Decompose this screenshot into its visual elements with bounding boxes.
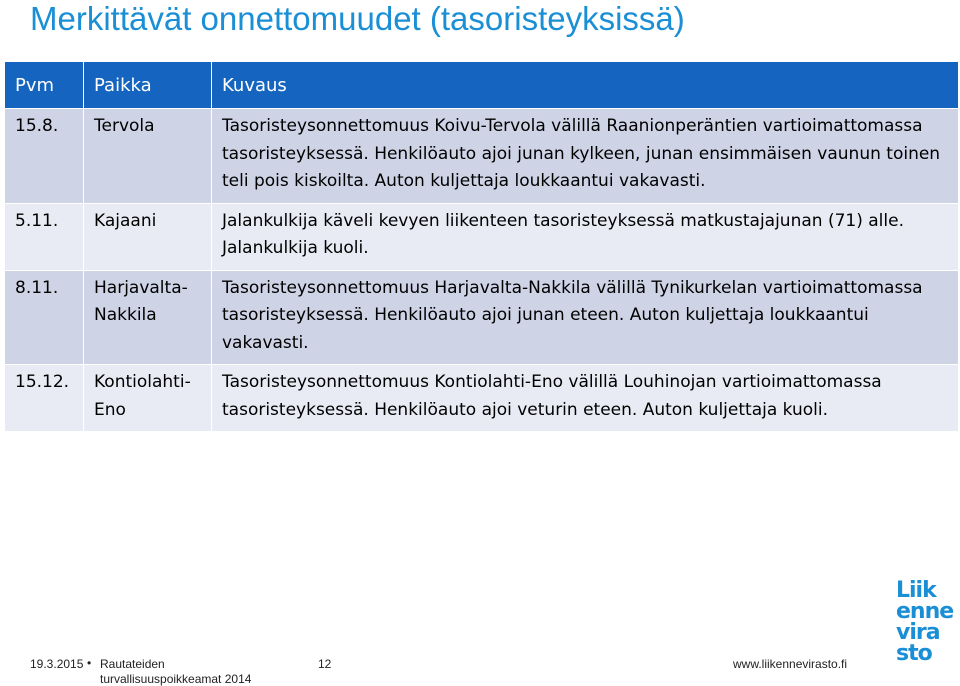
column-header-place: Paikka — [84, 62, 212, 109]
footer-event-subtitle: turvallisuuspoikkeamat 2014 — [100, 672, 252, 686]
table-row — [5, 203, 959, 270]
footer-date: 19.3.2015 — [30, 657, 84, 671]
cell-place: Harjavalta-Nakkila — [84, 270, 212, 365]
cell-place: Kajaani — [84, 203, 212, 270]
column-header-description: Kuvaus — [212, 62, 959, 109]
table-row — [5, 109, 959, 204]
column-header-date: Pvm — [5, 62, 84, 109]
cell-place: Kontiolahti-Eno — [84, 365, 212, 432]
cell-date: 8.11. — [5, 270, 84, 365]
logo-line: enne — [896, 599, 954, 624]
accidents-table — [4, 61, 959, 432]
logo-line: Liik — [896, 578, 936, 603]
logo-line: sto — [896, 641, 932, 666]
cell-description: Tasoristeysonnettomuus Kontiolahti-Eno välillä Louhinojan vartioimattomassa tasoristeyksessä. Henkilöauto ajoi veturin eteen. Auton kuljettaja kuoli. — [212, 365, 959, 432]
cell-date: 15.8. — [5, 109, 84, 204]
cell-description: Tasoristeysonnettomuus Koivu-Tervola välillä Raanionperäntien vartioimattomassa tasoristeyksessä. Henkilöauto ajoi junan kylkeen, junan ensimmäisen vaunun toinen teli pois kiskoilta. Auton kuljettaja loukkaantui vakavasti. — [212, 109, 959, 204]
liikennevirasto-logo — [896, 580, 954, 664]
logo-line: vira — [896, 620, 940, 645]
table-row — [5, 365, 959, 432]
cell-date: 5.11. — [5, 203, 84, 270]
footer-event-title: Rautateiden — [100, 657, 165, 671]
page-number: 12 — [318, 657, 332, 671]
table-row — [5, 270, 959, 365]
footer-bullet: • — [87, 656, 92, 670]
cell-description: Tasoristeysonnettomuus Harjavalta-Nakkila välillä Tynikurkelan vartioimattomassa tasoristeyksessä. Henkilöauto ajoi junan eteen. Auton kuljettaja loukkaantui vakavasti. — [212, 270, 959, 365]
cell-description: Jalankulkija käveli kevyen liikenteen tasoristeyksessä matkustajajunan (71) alle. Jalankulkija kuoli. — [212, 203, 959, 270]
cell-date: 15.12. — [5, 365, 84, 432]
footer-website-link[interactable]: www.liikennevirasto.fi — [733, 657, 848, 671]
table-header-row — [5, 62, 959, 109]
cell-place: Tervola — [84, 109, 212, 204]
page-title: Merkittävät onnettomuudet (tasoristeyksissä) — [30, 0, 685, 37]
